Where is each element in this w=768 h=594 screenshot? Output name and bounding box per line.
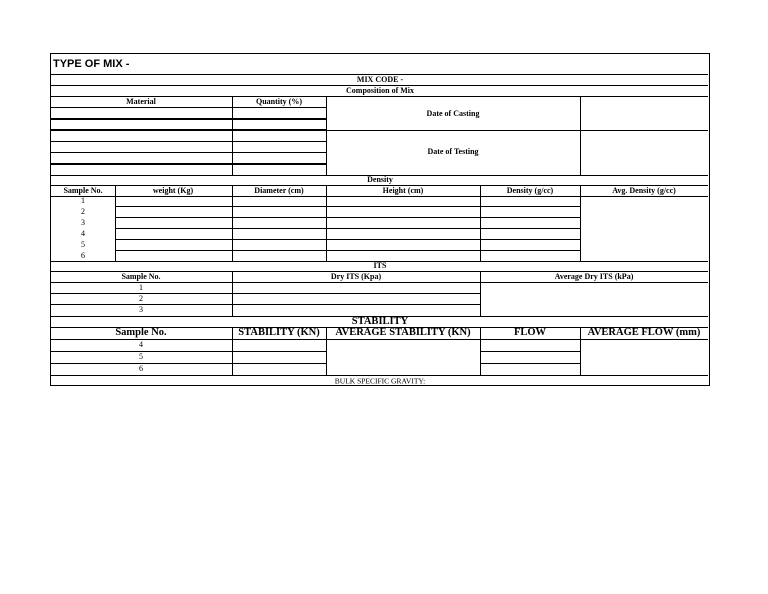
stability-sample-number: 6: [139, 364, 143, 373]
divider: [115, 228, 581, 229]
its-col-average-dry-its: Average Dry ITS (kPa): [554, 272, 634, 281]
density-sample-number: 2: [81, 207, 85, 216]
density-col-density: Density (g/cc): [506, 186, 554, 195]
its-col-sample-no: Sample No.: [121, 272, 161, 281]
its-sample-number: 3: [139, 305, 143, 314]
stability-col-average-stability: AVERAGE STABILITY (KN): [335, 326, 471, 338]
divider: [51, 351, 327, 352]
density-sample-number: 6: [81, 251, 85, 260]
divider: [51, 196, 708, 197]
stability-col-average-flow: AVERAGE FLOW (mm): [587, 326, 701, 338]
divider: [115, 217, 581, 218]
density-sample-number: 3: [81, 218, 85, 227]
density-col-sample-no: Sample No.: [63, 186, 103, 195]
density-col-avg-density: Avg. Density (g/cc): [612, 186, 676, 195]
its-sample-number: 1: [139, 283, 143, 292]
material-column-header: Material: [126, 97, 156, 106]
test-data-sheet: [50, 53, 710, 386]
divider: [51, 339, 708, 340]
density-header: Density: [367, 175, 393, 184]
divider: [115, 250, 581, 251]
date-of-testing-label: Date of Testing: [427, 147, 479, 156]
its-col-dry-its: Dry ITS (Kpa): [330, 272, 382, 281]
its-header: ITS: [373, 261, 387, 270]
quantity-column-header: Quantity (%): [256, 97, 302, 106]
density-sample-number: 4: [81, 229, 85, 238]
composition-header: Composition of Mix: [346, 86, 414, 95]
density-sample-number: 5: [81, 240, 85, 249]
divider: [51, 363, 327, 364]
divider: [51, 118, 327, 120]
its-sample-number: 2: [139, 294, 143, 303]
divider: [51, 293, 481, 294]
bulk-specific-gravity-label: BULK SPECIFIC GRAVITY:: [334, 376, 426, 386]
stability-col-stability: STABILITY (KN): [238, 326, 320, 338]
divider: [51, 152, 327, 153]
stability-header: STABILITY: [351, 315, 409, 327]
density-col-diameter: Diameter (cm): [254, 186, 304, 195]
divider: [580, 96, 581, 175]
divider: [51, 130, 708, 131]
divider: [115, 206, 581, 207]
density-sample-number: 1: [81, 196, 85, 205]
stability-col-flow: FLOW: [513, 326, 547, 338]
date-of-casting-label: Date of Casting: [426, 109, 480, 118]
divider: [51, 163, 327, 165]
divider: [480, 351, 581, 352]
divider: [51, 304, 481, 305]
density-col-weight: weight (Kg): [152, 186, 194, 195]
stability-sample-number: 5: [139, 352, 143, 361]
divider: [480, 363, 581, 364]
mix-code-label: MIX CODE -: [356, 75, 404, 84]
stability-col-sample-no: Sample No.: [115, 326, 167, 338]
mix-type-title: TYPE OF MIX -: [53, 58, 130, 70]
density-col-height: Height (cm): [382, 186, 424, 195]
divider: [51, 141, 327, 142]
divider: [51, 185, 708, 186]
divider: [115, 239, 581, 240]
stability-sample-number: 4: [139, 340, 143, 349]
divider: [51, 282, 708, 283]
divider: [51, 107, 327, 108]
